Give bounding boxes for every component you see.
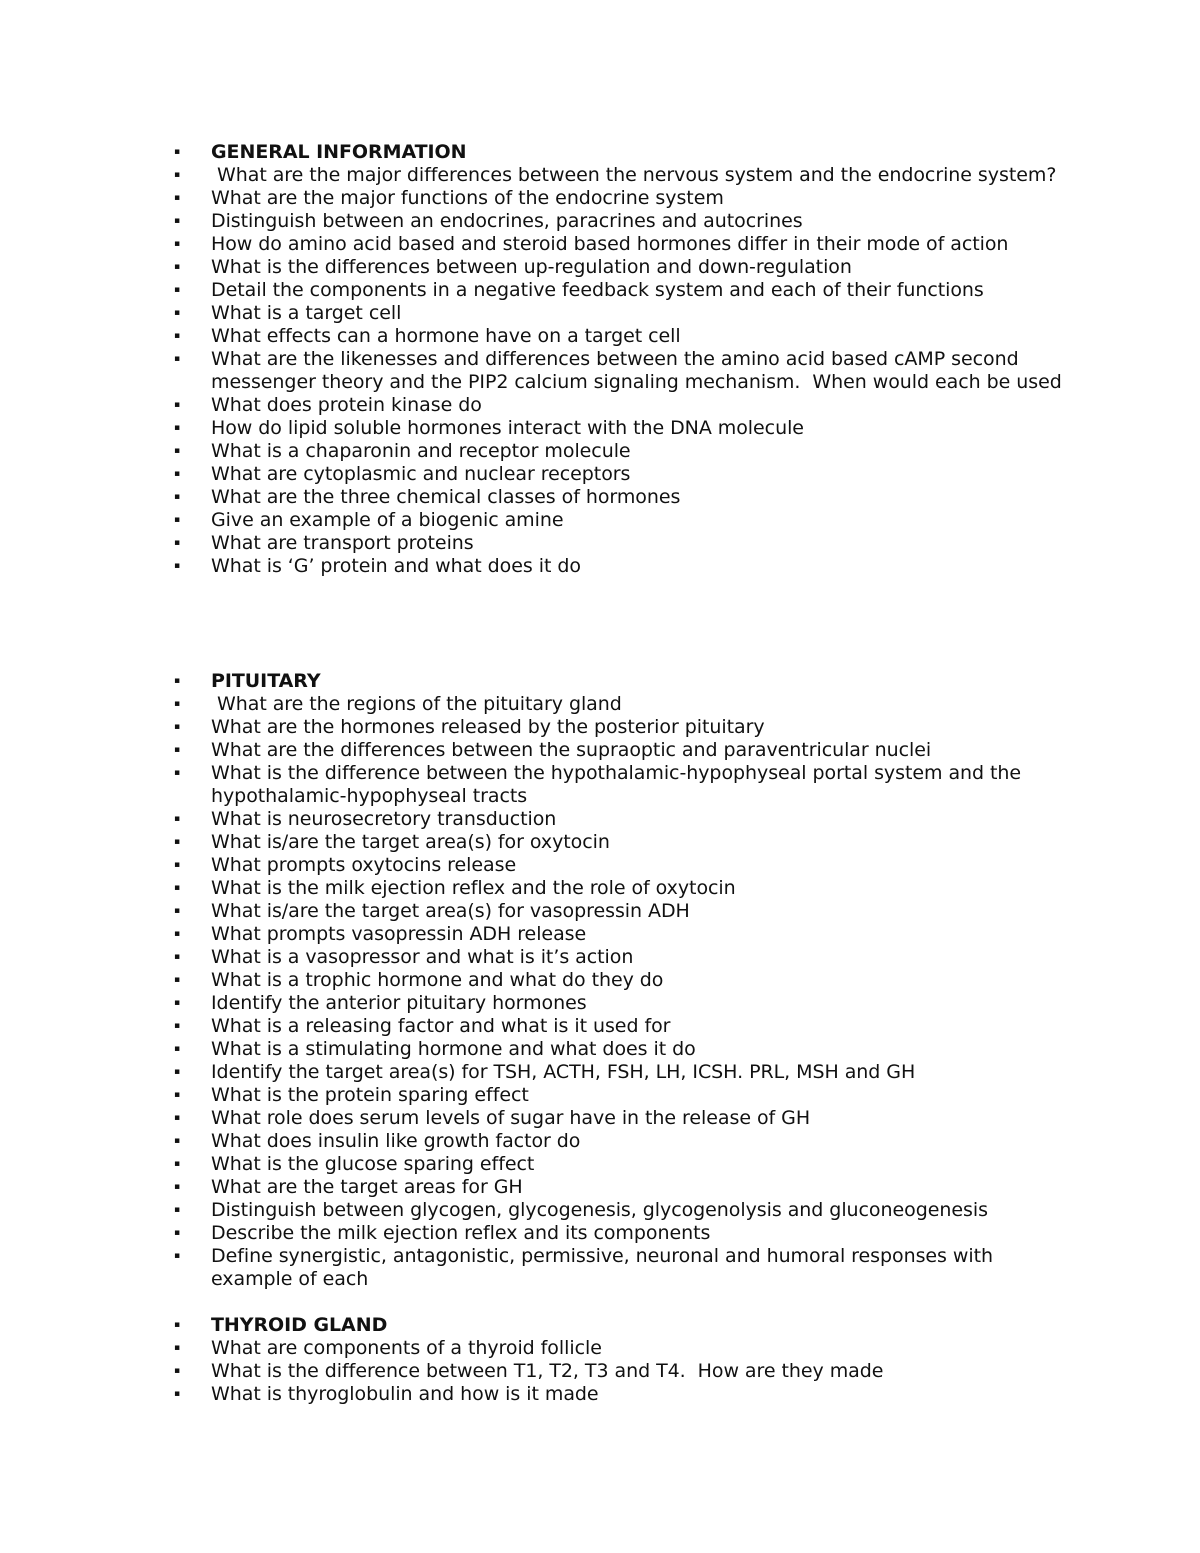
list-item: ▪ What is/are the target area(s) for oxytocin bbox=[172, 831, 1072, 854]
list-item: ▪ What does protein kinase do bbox=[172, 394, 1072, 417]
list-item: ▪ What is a vasopressor and what is it’s action bbox=[172, 946, 1072, 969]
list-item: ▪ What prompts vasopressin ADH release bbox=[172, 923, 1072, 946]
list-item: ▪ What is the glucose sparing effect bbox=[172, 1153, 1072, 1176]
list-item: ▪ What is the protein sparing effect bbox=[172, 1084, 1072, 1107]
list-item: ▪ What are the likenesses and differences between the amino acid based cAMP second messenger theory and the PIP2 calcium signaling mechanism. When would each be used bbox=[172, 348, 1072, 394]
list-item: ▪ What are the major differences between the nervous system and the endocrine system? bbox=[172, 164, 1072, 187]
list-item: ▪ What is a releasing factor and what is it used for bbox=[172, 1015, 1072, 1038]
list-item: ▪ Define synergistic, antagonistic, permissive, neuronal and humoral responses with example of each bbox=[172, 1245, 1072, 1291]
list-item: ▪ What is a chaparonin and receptor molecule bbox=[172, 440, 1072, 463]
list-item: ▪ What is a target cell bbox=[172, 302, 1072, 325]
list-item: ▪ What are the target areas for GH bbox=[172, 1176, 1072, 1199]
list-item: ▪ Distinguish between glycogen, glycogenesis, glycogenolysis and gluconeogenesis bbox=[172, 1199, 1072, 1222]
list-item: ▪ What does insulin like growth factor do bbox=[172, 1130, 1072, 1153]
list-item: ▪ What is the difference between T1, T2, T3 and T4. How are they made bbox=[172, 1360, 1072, 1383]
list-item: ▪ Give an example of a biogenic amine bbox=[172, 509, 1072, 532]
section-heading: ▪ PITUITARY bbox=[172, 670, 1072, 693]
list-item: ▪ What are the differences between the supraoptic and paraventricular nuclei bbox=[172, 739, 1072, 762]
list-item: ▪ What is ‘G’ protein and what does it do bbox=[172, 555, 1072, 578]
question-list bbox=[172, 141, 1072, 578]
list-item: ▪ How do amino acid based and steroid based hormones differ in their mode of action bbox=[172, 233, 1072, 256]
list-item: ▪ Identify the anterior pituitary hormones bbox=[172, 992, 1072, 1015]
section-heading: ▪ GENERAL INFORMATION bbox=[172, 141, 1072, 164]
list-item: ▪ What is neurosecretory transduction bbox=[172, 808, 1072, 831]
section-general-information bbox=[172, 141, 1072, 578]
list-item: ▪ What are the three chemical classes of hormones bbox=[172, 486, 1072, 509]
list-item: ▪ What is a trophic hormone and what do they do bbox=[172, 969, 1072, 992]
list-item: ▪ What is the differences between up-regulation and down-regulation bbox=[172, 256, 1072, 279]
list-item: ▪ What is the milk ejection reflex and the role of oxytocin bbox=[172, 877, 1072, 900]
list-item: ▪ How do lipid soluble hormones interact with the DNA molecule bbox=[172, 417, 1072, 440]
question-list bbox=[172, 670, 1072, 1291]
list-item: ▪ What is a stimulating hormone and what does it do bbox=[172, 1038, 1072, 1061]
list-item: ▪ Distinguish between an endocrines, paracrines and autocrines bbox=[172, 210, 1072, 233]
list-item: ▪ What is the difference between the hypothalamic-hypophyseal portal system and the hypothalamic-hypophyseal tracts bbox=[172, 762, 1072, 808]
list-item: ▪ What prompts oxytocins release bbox=[172, 854, 1072, 877]
list-item: ▪ What are transport proteins bbox=[172, 532, 1072, 555]
list-item: ▪ Describe the milk ejection reflex and its components bbox=[172, 1222, 1072, 1245]
section-pituitary bbox=[172, 670, 1072, 1291]
list-item: ▪ What are cytoplasmic and nuclear receptors bbox=[172, 463, 1072, 486]
list-item: ▪ What is thyroglobulin and how is it made bbox=[172, 1383, 1072, 1406]
list-item: ▪ What is/are the target area(s) for vasopressin ADH bbox=[172, 900, 1072, 923]
list-item: ▪ Identify the target area(s) for TSH, ACTH, FSH, LH, ICSH. PRL, MSH and GH bbox=[172, 1061, 1072, 1084]
section-thyroid-gland bbox=[172, 1314, 1072, 1406]
section-heading: ▪ THYROID GLAND bbox=[172, 1314, 1072, 1337]
list-item: ▪ What role does serum levels of sugar have in the release of GH bbox=[172, 1107, 1072, 1130]
list-item: ▪ What are components of a thyroid follicle bbox=[172, 1337, 1072, 1360]
list-item: ▪ Detail the components in a negative feedback system and each of their functions bbox=[172, 279, 1072, 302]
list-item: ▪ What effects can a hormone have on a target cell bbox=[172, 325, 1072, 348]
list-item: ▪ What are the regions of the pituitary gland bbox=[172, 693, 1072, 716]
question-list bbox=[172, 1314, 1072, 1406]
list-item: ▪ What are the hormones released by the posterior pituitary bbox=[172, 716, 1072, 739]
list-item: ▪ What are the major functions of the endocrine system bbox=[172, 187, 1072, 210]
